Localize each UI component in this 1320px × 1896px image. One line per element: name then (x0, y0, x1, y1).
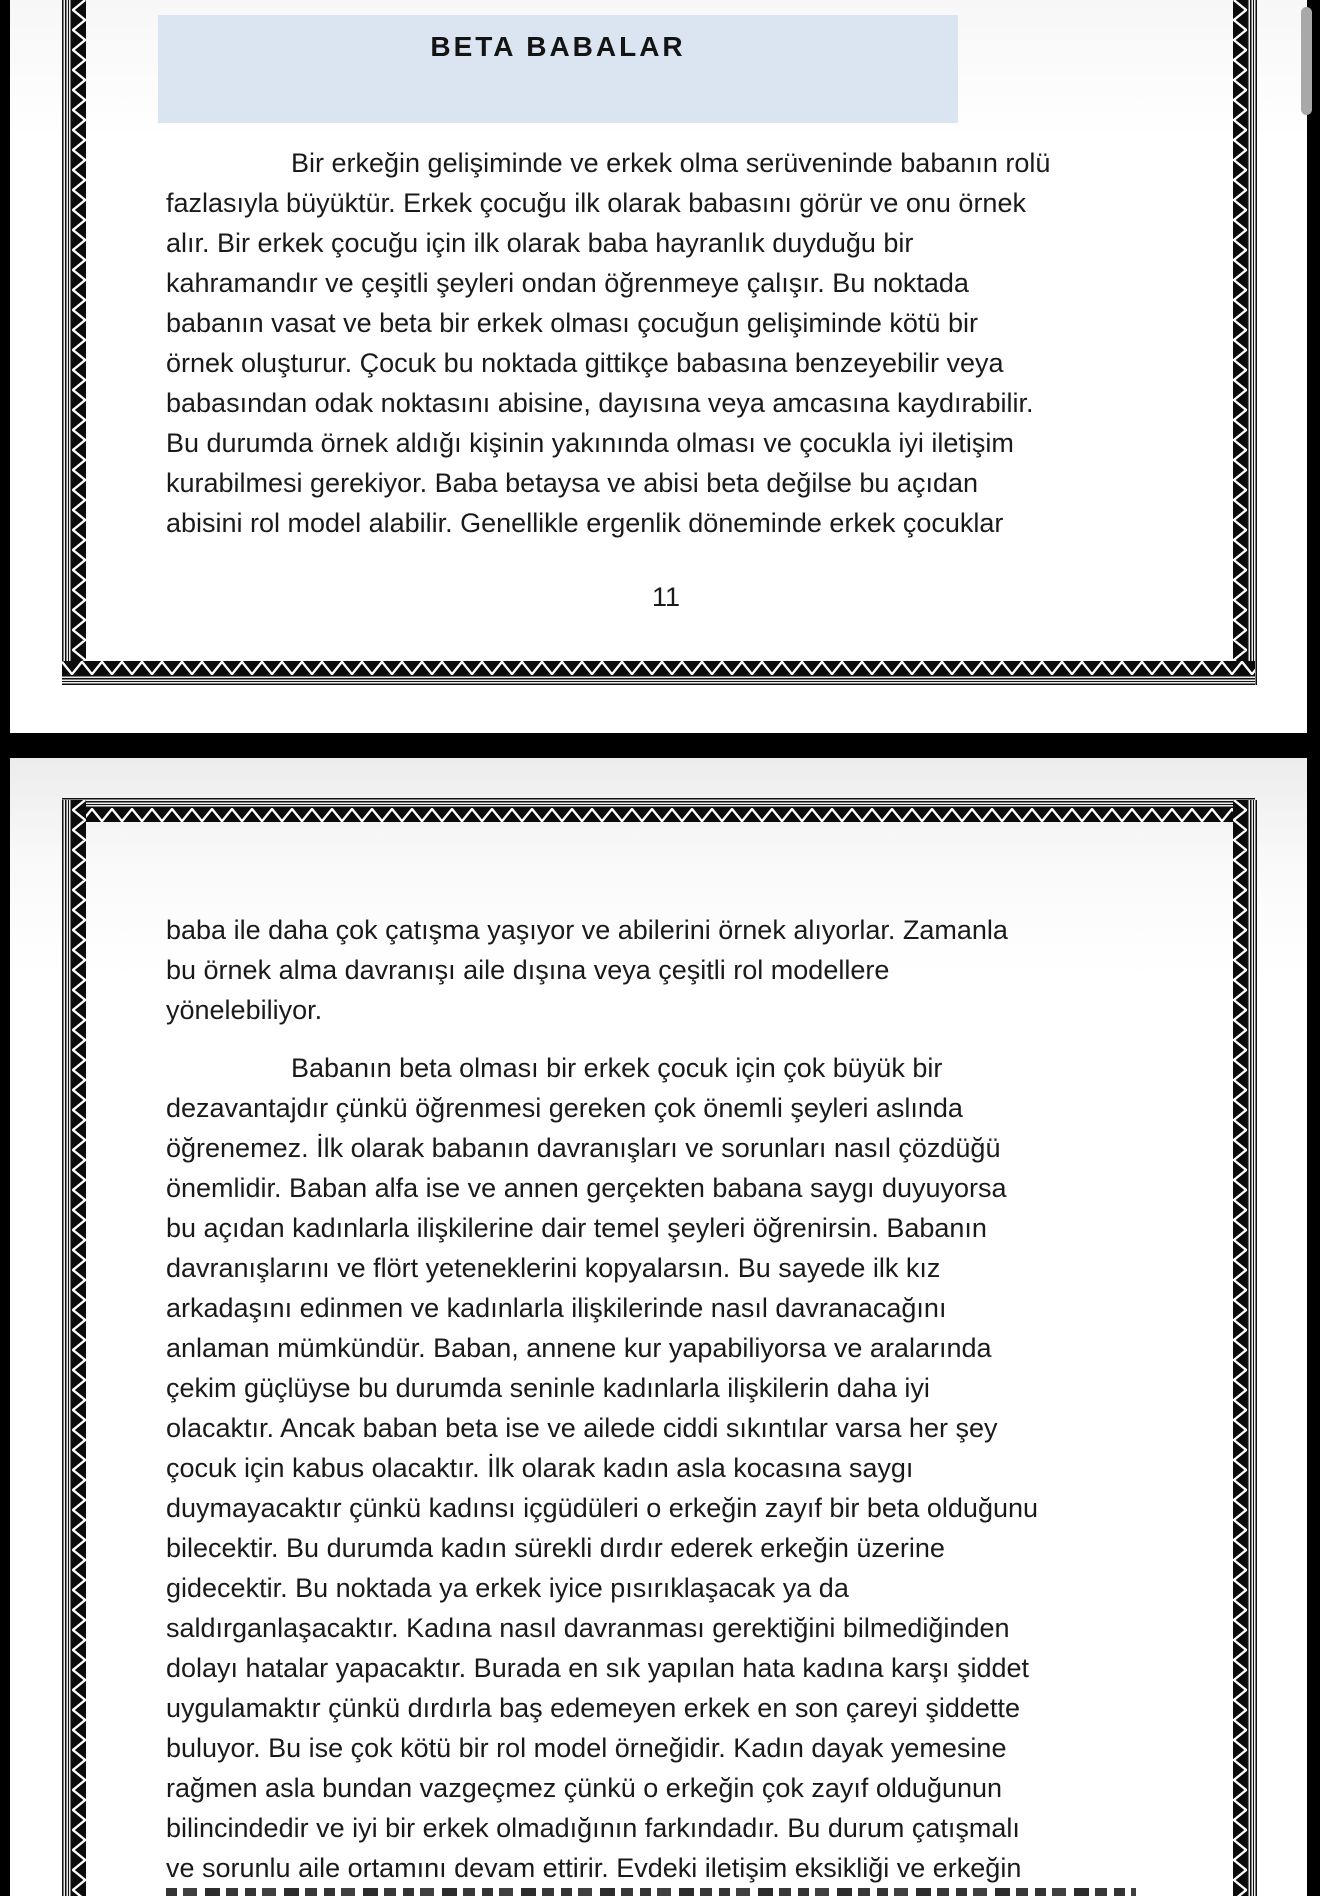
text-line: babasından odak noktasını abisine, dayısına veya amcasına kaydırabilir. (166, 388, 1034, 418)
border-line-strip (1247, 800, 1257, 1896)
text-line: bu örnek alma davranışı aile dışına veya çeşitli rol modellere (166, 955, 890, 985)
text-line: bilecektir. Bu durumda kadın sürekli dırdır ederek erkeğin üzerine (166, 1533, 945, 1563)
page-12 (10, 758, 1307, 1896)
border-line-strip (62, 800, 72, 1896)
text-line: Babanın beta olması bir erkek çocuk için çok büyük bir (291, 1053, 943, 1083)
page-border-left (62, 0, 86, 685)
border-zigzag (1233, 0, 1247, 685)
text-line: anlaman mümkündür. Baban, annene kur yapabiliyorsa ve aralarında (166, 1333, 992, 1363)
text-line: bilincindedir ve iyi bir erkek olmadığının farkındadır. Bu durum çatışmalı (166, 1813, 1020, 1843)
text-line: gidecektir. Bu noktada ya erkek iyice pısırıklaşacak ya da (166, 1573, 849, 1603)
chapter-heading-box (158, 15, 958, 123)
text-line: bu açıdan kadınlarla ilişkilerine dair temel şeyleri öğrenirsin. Babanın (166, 1213, 987, 1243)
text-line: arkadaşını edinmen ve kadınlarla ilişkilerinde nasıl davranacağını (166, 1293, 947, 1323)
text-line: önemlidir. Baban alfa ise ve annen gerçekten babana saygı duyuyorsa (166, 1173, 1007, 1203)
border-line-strip (62, 798, 1255, 808)
border-line-strip (62, 675, 1255, 685)
page-border-top (62, 798, 1255, 822)
page-number: 11 (651, 582, 681, 612)
text-line: saldırganlaşacaktır. Kadına nasıl davranması gerektiğini bilmediğinden (166, 1613, 1010, 1643)
text-line: davranışlarını ve flört yeteneklerini kopyalarsın. Bu sayede ilk kız (166, 1253, 941, 1283)
border-zigzag (72, 800, 86, 1896)
border-zigzag (62, 661, 1255, 675)
chapter-title: BETA BABALAR (430, 31, 686, 62)
text-line: dolayı hatalar yapacaktır. Burada en sık yapılan hata kadına karşı şiddet (166, 1653, 1030, 1683)
text-line: duymayacaktır çünkü kadınsı içgüdüleri o erkeğin zayıf bir beta olduğunu (166, 1493, 1039, 1523)
clipped-text-line (166, 1888, 1136, 1896)
text-line: yönelebiliyor. (166, 995, 323, 1025)
text-line: ve sorunlu aile ortamını devam ettirir. Evdeki iletişim eksikliği ve erkeğin (166, 1853, 1022, 1883)
text-line: fazlasıyla büyüktür. Erkek çocuğu ilk olarak babasını görür ve onu örnek (166, 188, 1026, 218)
paragraph (166, 1048, 1176, 1888)
page-border-right (1233, 0, 1257, 685)
text-line: rağmen asla bundan vazgeçmez çünkü o erkeğin çok zayıf olduğunun (166, 1773, 1003, 1803)
text-line: uygulamaktır çünkü dırdırla baş edemeyen erkek en son çareyi şiddette (166, 1693, 1020, 1723)
border-line-strip (62, 0, 72, 685)
text-line: alır. Bir erkek çocuğu için ilk olarak baba hayranlık duyduğu bir (166, 228, 914, 258)
border-line-strip (1247, 0, 1257, 685)
page-border-left (62, 800, 86, 1896)
text-line: dezavantajdır çünkü öğrenmesi gereken çok önemli şeyleri aslında (166, 1093, 963, 1123)
border-zigzag (72, 0, 86, 685)
text-line: Bu durumda örnek aldığı kişinin yakınında olması ve çocukla iyi iletişim (166, 428, 1014, 458)
text-line: örnek oluşturur. Çocuk bu noktada gittikçe babasına benzeyebilir veya (166, 348, 1004, 378)
text-line: buluyor. Bu ise çok kötü bir rol model örneğidir. Kadın dayak yemesine (166, 1733, 1007, 1763)
page-border-bottom (62, 661, 1255, 685)
scrollbar-thumb[interactable] (1301, 7, 1312, 115)
text-line: kurabilmesi gerekiyor. Baba betaysa ve abisi beta değilse bu açıdan (166, 468, 978, 498)
text-line: babanın vasat ve beta bir erkek olması çocuğun gelişiminde kötü bir (166, 308, 978, 338)
page-11 (10, 0, 1307, 733)
text-line: kahramandır ve çeşitli şeyleri ondan öğrenmeye çalışır. Bu noktada (166, 268, 969, 298)
border-zigzag (1233, 800, 1247, 1896)
page-border-right (1233, 800, 1257, 1896)
text-line: baba ile daha çok çatışma yaşıyor ve abilerini örnek alıyorlar. Zamanla (166, 915, 1008, 945)
text-line: Bir erkeğin gelişiminde ve erkek olma serüveninde babanın rolü (291, 148, 1051, 178)
text-line: abisini rol model alabilir. Genellikle ergenlik döneminde erkek çocuklar (166, 508, 1004, 538)
text-line: çocuk için kabus olacaktır. İlk olarak kadın asla kocasına saygı (166, 1453, 914, 1483)
border-zigzag (62, 808, 1255, 822)
text-line: öğrenemez. İlk olarak babanın davranışları ve sorunları nasıl çözdüğü (166, 1133, 1001, 1163)
paragraph (166, 143, 1176, 543)
text-line: olacaktır. Ancak baban beta ise ve ailede ciddi sıkıntılar varsa her şey (166, 1413, 998, 1443)
text-line: çekim güçlüyse bu durumda seninle kadınlarla ilişkilerin daha iyi (166, 1373, 930, 1403)
paragraph (166, 910, 1176, 1030)
